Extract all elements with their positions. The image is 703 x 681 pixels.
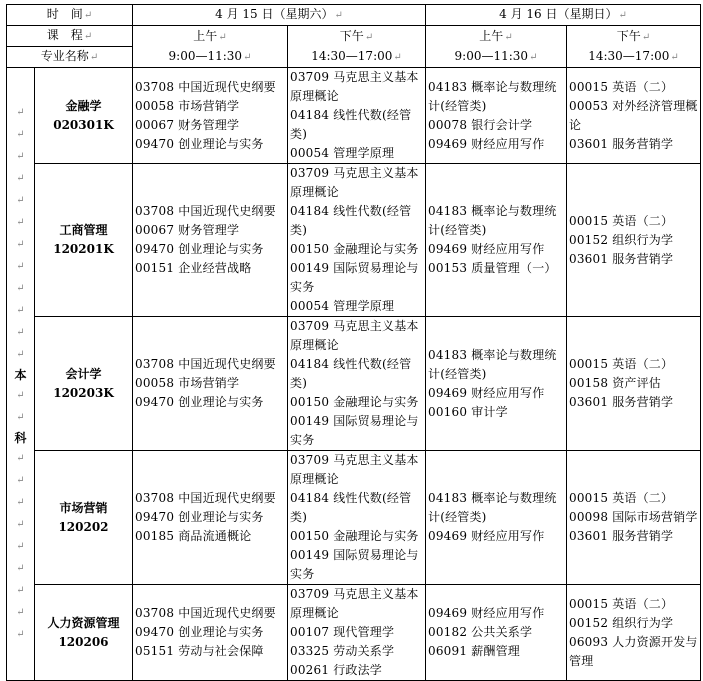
day1-am-header: 上午↵ 9:00—11:30↵ xyxy=(133,26,288,68)
major-row xyxy=(7,68,701,164)
course-label: 课 程↵ xyxy=(7,26,133,47)
major-row xyxy=(7,164,701,317)
d1-am-cell: 03708 中国近现代史纲要 00058 市场营销学 09470 创业理论与实务 xyxy=(133,317,288,451)
d2-am-cell: 04183 概率论与数理统计(经管类) 00078 银行会计学 09469 财经应用写作 xyxy=(426,68,567,164)
day2-pm-header: 下午↵ 14:30—17:00↵ xyxy=(567,26,701,68)
d1-pm-cell: 03709 马克思主义基本原理概论 00107 现代管理学 03325 劳动关系学 00261 行政法学 xyxy=(288,585,426,681)
d1-pm-cell: 03709 马克思主义基本原理概论 04184 线性代数(经管类) 00150 金融理论与实务 00149 国际贸易理论与实务 00054 管理学原理 xyxy=(288,164,426,317)
d2-am-cell: 04183 概率论与数理统计(经管类) 09469 财经应用写作 xyxy=(426,451,567,585)
time-label: 时 间↵ xyxy=(7,5,133,26)
d2-am-cell: 04183 概率论与数理统计(经管类) 09469 财经应用写作 00160 审计学 xyxy=(426,317,567,451)
header-row-time xyxy=(7,5,701,26)
d1-pm-cell: 03709 马克思主义基本原理概论 04184 线性代数(经管类) 00054 管理学原理 xyxy=(288,68,426,164)
d2-pm-cell: 00015 英语（二） 00152 组织行为学 06093 人力资源开发与管理 xyxy=(567,585,701,681)
d2-pm-cell: 00015 英语（二） 00053 对外经济管理概论 03601 服务营销学 xyxy=(567,68,701,164)
d1-am-cell: 03708 中国近现代史纲要 00058 市场营销学 00067 财务管理学 09470 创业理论与实务 xyxy=(133,68,288,164)
major-name-cell: 金融学 020301K xyxy=(35,68,133,164)
day1-pm-header: 下午↵ 14:30—17:00↵ xyxy=(288,26,426,68)
exam-schedule-table xyxy=(6,4,701,681)
header-row-course xyxy=(7,26,701,47)
d2-pm-cell: 00015 英语（二） 00098 国际市场营销学 03601 服务营销学 xyxy=(567,451,701,585)
day1-header: 4 月 15 日（星期六）↵ xyxy=(133,5,426,26)
d1-pm-cell: 03709 马克思主义基本原理概论 04184 线性代数(经管类) 00150 金融理论与实务 00149 国际贸易理论与实务 xyxy=(288,317,426,451)
d1-am-cell: 03708 中国近现代史纲要 09470 创业理论与实务 05151 劳动与社会保障 xyxy=(133,585,288,681)
major-name-cell: 人力资源管理 120206 xyxy=(35,585,133,681)
category-char-1: 本 xyxy=(14,368,27,382)
d1-pm-cell: 03709 马克思主义基本原理概论 04184 线性代数(经管类) 00150 金融理论与实务 00149 国际贸易理论与实务 xyxy=(288,451,426,585)
major-label: 专业名称↵ xyxy=(7,47,133,68)
d2-pm-cell: 00015 英语（二） 00152 组织行为学 03601 服务营销学 xyxy=(567,164,701,317)
d1-am-cell: 03708 中国近现代史纲要 09470 创业理论与实务 00185 商品流通概论 xyxy=(133,451,288,585)
d2-am-cell: 09469 财经应用写作 00182 公共关系学 06091 薪酬管理 xyxy=(426,585,567,681)
major-row xyxy=(7,317,701,451)
category-undergrad: ↵ ↵ ↵ ↵ ↵ ↵ ↵ ↵ ↵ ↵ ↵ ↵ 本 ↵ ↵ 科 ↵ ↵ ↵ ↵ ↵ ↵ ↵ ↵ ↵ xyxy=(7,68,35,681)
day2-header: 4 月 16 日（星期日）↵ xyxy=(426,5,701,26)
category-char-2: 科 xyxy=(14,431,27,445)
d1-am-cell: 03708 中国近现代史纲要 00067 财务管理学 09470 创业理论与实务 00151 企业经营战略 xyxy=(133,164,288,317)
major-row xyxy=(7,585,701,681)
major-row xyxy=(7,451,701,585)
d2-pm-cell: 00015 英语（二） 00158 资产评估 03601 服务营销学 xyxy=(567,317,701,451)
major-name-cell: 工商管理 120201K xyxy=(35,164,133,317)
d2-am-cell: 04183 概率论与数理统计(经管类) 09469 财经应用写作 00153 质量管理（一） xyxy=(426,164,567,317)
major-name-cell: 会计学 120203K xyxy=(35,317,133,451)
day2-am-header: 上午↵ 9:00—11:30↵ xyxy=(426,26,567,68)
major-name-cell: 市场营销 120202 xyxy=(35,451,133,585)
